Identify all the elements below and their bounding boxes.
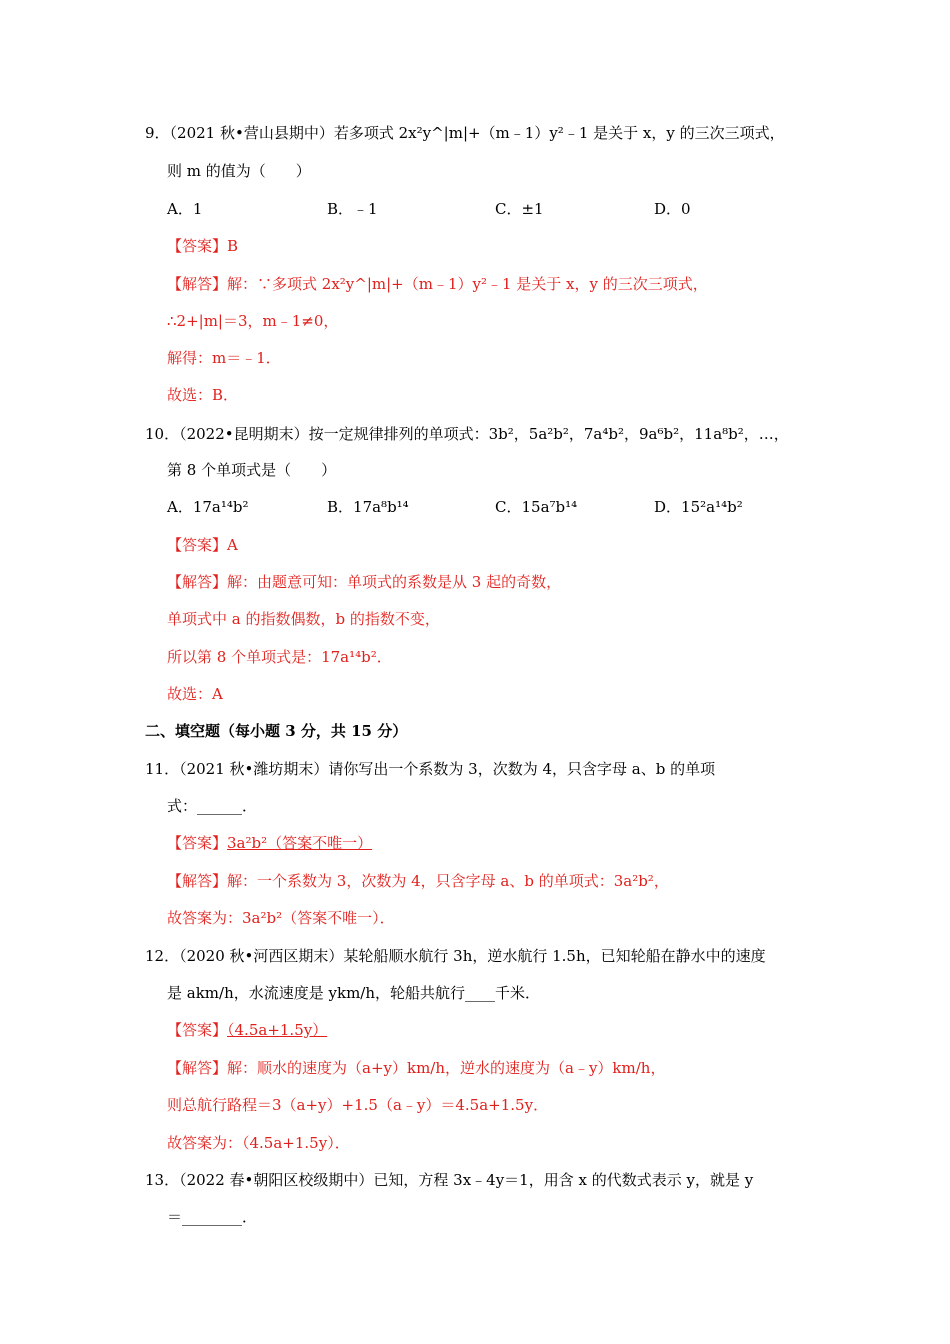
q10-option-a: A．17a¹⁴b²	[167, 498, 249, 516]
q10-option-d: D．15²a¹⁴b²	[654, 498, 743, 516]
q9-option-b: B．﹣1	[327, 200, 378, 218]
q12-analysis-2: 则总航行路程＝3（a+y）+1.5（a﹣y）＝4.5a+1.5y．	[167, 1096, 549, 1114]
q10-option-c: C．15a⁷b¹⁴	[495, 498, 578, 516]
q9-analysis-2: ∴2+|m|＝3，m﹣1≠0，	[167, 312, 339, 330]
q9-analysis-1: 【解答】解：∵多项式 2x²y^|m|+（m﹣1）y²﹣1 是关于 x，y 的三次三项式，	[167, 275, 708, 293]
q10-stem-line1: 10．（2022•昆明期末）按一定规律排列的单项式：3b²，5a²b²，7a⁴b²，9a⁶b²，11a⁸b²，…，	[145, 425, 789, 443]
q9-analysis-4: 故选：B．	[167, 386, 239, 404]
q11-answer-label: 【答案】	[167, 834, 228, 852]
section-heading: 二、填空题（每小题 3 分，共 15 分）	[145, 722, 408, 740]
q10-analysis-2: 单项式中 a 的指数偶数，b 的指数不变，	[167, 610, 440, 628]
q12-stem-line1: 12．（2020 秋•河西区期末）某轮船顺水航行 3h，逆水航行 1.5h，已知轮船在静水中的速度	[145, 947, 766, 965]
q9-answer: 【答案】B	[167, 237, 239, 255]
q12-analysis-3: 故答案为：（4.5a+1.5y）．	[167, 1134, 350, 1152]
q10-analysis-3: 所以第 8 个单项式是：17a¹⁴b²．	[167, 648, 392, 666]
q11-stem-line1: 11．（2021 秋•潍坊期末）请你写出一个系数为 3，次数为 4，只含字母 a、b 的单项	[145, 760, 716, 778]
q11-analysis-1: 【解答】解：一个系数为 3，次数为 4，只含字母 a、b 的单项式：3a²b²，	[167, 872, 669, 890]
q11-stem-line2: 式：______．	[167, 797, 258, 815]
q9-options	[167, 199, 867, 219]
q9-stem-line1: 9．（2021 秋•营山县期中）若多项式 2x²y^|m|+（m﹣1）y²﹣1 是关于 x，y 的三次三项式，	[145, 124, 785, 142]
q10-analysis-1: 【解答】解：由题意可知：单项式的系数是从 3 起的奇数，	[167, 573, 562, 591]
q10-answer: 【答案】A	[167, 536, 238, 554]
q12-answer-value: （4.5a+1.5y）	[227, 1021, 328, 1039]
q12-answer-label: 【答案】	[167, 1021, 228, 1039]
q9-option-c: C．±1	[495, 200, 544, 218]
q10-stem-line2: 第 8 个单项式是（ ）	[167, 461, 337, 479]
q12-answer	[167, 1020, 327, 1040]
q10-options	[167, 497, 867, 517]
q11-answer	[167, 833, 372, 853]
q9-analysis-3: 解得：m＝﹣1．	[167, 349, 281, 367]
q12-stem-line2: 是 akm/h，水流速度是 ykm/h，轮船共航行____千米．	[167, 984, 541, 1002]
q9-stem-line2: 则 m 的值为（ ）	[167, 162, 311, 180]
q12-analysis-1: 【解答】解：顺水的速度为（a+y）km/h，逆水的速度为（a﹣y）km/h，	[167, 1059, 666, 1077]
q9-option-d: D．0	[654, 200, 691, 218]
q10-analysis-4: 故选：A	[167, 685, 223, 703]
q13-stem-line1: 13．（2022 春•朝阳区校级期中）已知，方程 3x﹣4y＝1，用含 x 的代数式表示 y，就是 y	[145, 1171, 754, 1189]
q10-option-b: B．17a⁸b¹⁴	[327, 498, 409, 516]
q11-analysis-2: 故答案为：3a²b²（答案不唯一）．	[167, 909, 395, 927]
q11-answer-value: 3a²b²（答案不唯一）	[227, 834, 373, 852]
q13-stem-line2: ＝________．	[167, 1208, 258, 1226]
q9-option-a: A．1	[167, 200, 203, 218]
